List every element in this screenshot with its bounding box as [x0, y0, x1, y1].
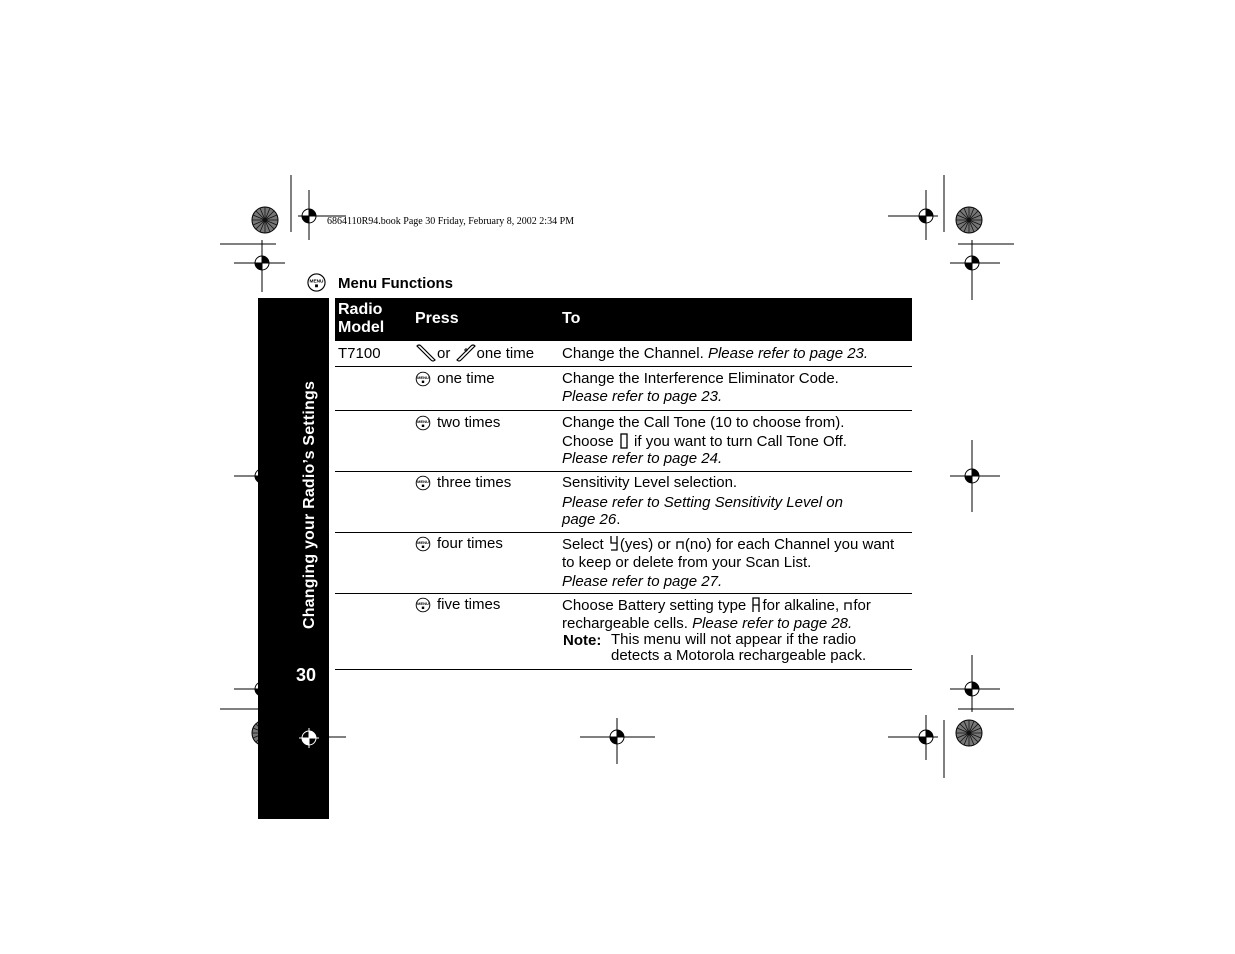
lcd-letter-n-icon	[843, 598, 853, 612]
menu-button-icon	[415, 415, 431, 431]
header-model: Radio Model	[338, 301, 385, 336]
menu-button-icon	[415, 597, 431, 613]
side-tab-title: Changing your Radio’s Settings	[301, 380, 318, 630]
press-cell: or one time	[415, 343, 534, 363]
press-cell: MENU four times	[415, 535, 503, 553]
svg-text:MENU: MENU	[417, 601, 429, 606]
channel-up-icon	[455, 343, 477, 363]
to-cell: Sensitivity Level selection. Please refer to Setting Sensitivity Level on page 26.	[562, 474, 843, 528]
note-text: This menu will not appear if the radio detects a Motorola rechargeable pack.	[611, 631, 867, 664]
lcd-letter-a-icon	[750, 596, 762, 614]
crosshair-icon	[919, 209, 933, 223]
menu-button-icon	[307, 273, 326, 292]
crosshair-icon	[299, 728, 319, 748]
crosshair-icon	[965, 256, 979, 270]
row-divider	[335, 669, 912, 670]
page-number: 30	[296, 665, 317, 685]
svg-text:MENU: MENU	[417, 375, 429, 380]
menu-button-icon	[415, 536, 431, 552]
section-title: Menu Functions	[338, 275, 453, 292]
to-cell: Select (yes) or (no) for each Channel you want to keep or delete from your Scan List. Please refer to page 27.	[562, 536, 895, 590]
crosshair-icon	[255, 256, 269, 270]
note-label: Note:	[563, 632, 602, 649]
crosshair-icon	[610, 730, 624, 744]
press-cell: MENU one time	[415, 370, 495, 388]
header-press: Press	[415, 310, 459, 327]
svg-text:MENU: MENU	[417, 479, 429, 484]
to-cell: Choose Battery setting type for alkaline, for rechargeable cells. Please refer to page 28.	[562, 597, 871, 632]
lcd-letter-y-icon	[608, 535, 620, 553]
lcd-digit-zero-icon	[618, 432, 630, 450]
menu-button-icon	[415, 475, 431, 491]
row-divider	[335, 593, 912, 594]
press-cell: MENU two times	[415, 414, 500, 432]
crosshair-icon	[965, 682, 979, 696]
to-cell: Change the Call Tone (10 to choose from). Choose if you want to turn Call Tone Off. Please refer to page 24.	[562, 414, 847, 467]
row-divider	[335, 366, 912, 367]
registration-starburst-icon	[956, 720, 982, 746]
model-cell: T7100	[338, 345, 381, 362]
table-header	[335, 298, 912, 341]
row-divider	[335, 410, 912, 411]
channel-down-icon	[415, 343, 437, 363]
press-cell: MENU three times	[415, 474, 511, 492]
crosshair-icon	[919, 730, 933, 744]
crosshair-icon	[302, 209, 316, 223]
menu-button-icon	[415, 371, 431, 387]
row-divider	[335, 471, 912, 472]
press-cell: MENU five times	[415, 596, 500, 614]
registration-starburst-icon	[956, 207, 982, 233]
registration-starburst-icon	[252, 207, 278, 233]
to-cell: Change the Interference Eliminator Code. Please refer to page 23.	[562, 370, 839, 405]
svg-text:MENU: MENU	[417, 540, 429, 545]
lcd-letter-n-icon	[675, 537, 685, 551]
svg-text:MENU: MENU	[309, 279, 324, 285]
print-slug: 6864110R94.book Page 30 Friday, February 8, 2002 2:34 PM	[327, 216, 575, 227]
crosshair-icon	[965, 469, 979, 483]
row-divider	[335, 532, 912, 533]
to-cell: Change the Channel. Please refer to page 23.	[562, 345, 869, 362]
header-to: To	[562, 310, 581, 327]
svg-text:MENU: MENU	[417, 419, 429, 424]
